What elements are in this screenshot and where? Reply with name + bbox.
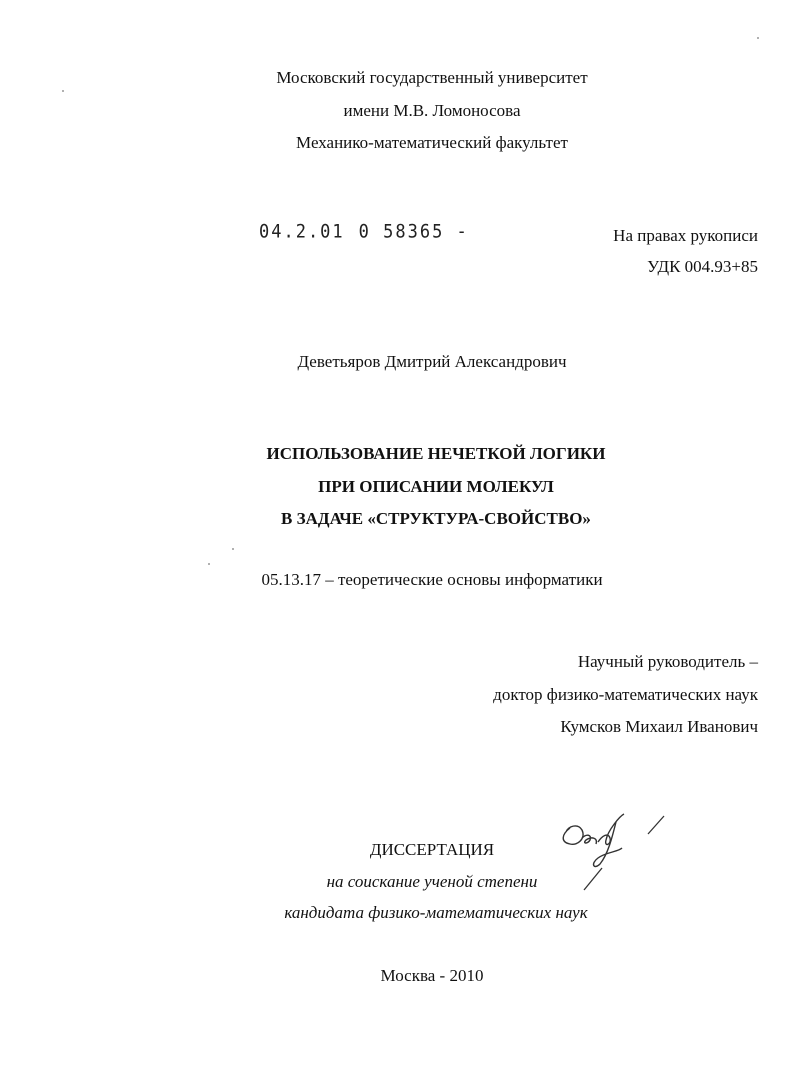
handwritten-signature bbox=[556, 808, 676, 898]
dissertation-degree: кандидата физико-математических наук bbox=[284, 903, 588, 922]
scan-speck bbox=[62, 90, 64, 92]
specialty-code: 05.13.17 – теоретические основы информатики bbox=[261, 570, 603, 589]
scan-speck bbox=[757, 37, 759, 39]
place-and-year: Москва - 2010 bbox=[380, 966, 484, 985]
supervisor-degree: доктор физико-математических наук bbox=[493, 685, 758, 704]
university-name: Московский государственный университет bbox=[276, 68, 588, 87]
university-named-after: имени М.В. Ломоносова bbox=[343, 101, 521, 120]
supervisor-role: Научный руководитель – bbox=[577, 652, 758, 671]
udc-code: УДК 004.93+85 bbox=[647, 257, 758, 276]
registration-number-stamp bbox=[259, 221, 469, 243]
dissertation-purpose: на соискание ученой степени bbox=[326, 872, 538, 891]
faculty-name: Механико-математический факультет bbox=[296, 133, 568, 152]
supervisor-name: Кумсков Михаил Иванович bbox=[560, 717, 758, 736]
scan-speck bbox=[208, 563, 210, 565]
manuscript-rights: На правах рукописи bbox=[613, 226, 758, 245]
thesis-title-line-2: ПРИ ОПИСАНИИ МОЛЕКУЛ bbox=[318, 477, 554, 496]
scan-speck bbox=[232, 548, 234, 550]
thesis-title-line-3: В ЗАДАЧЕ «СТРУКТУРА-СВОЙСТВО» bbox=[281, 509, 591, 528]
author-name: Деветьяров Дмитрий Александрович bbox=[297, 352, 567, 371]
thesis-title-line-1: ИСПОЛЬЗОВАНИЕ НЕЧЕТКОЙ ЛОГИКИ bbox=[266, 444, 606, 463]
registration-number-part2: 0 58365 - bbox=[358, 221, 469, 243]
registration-number-part1: 04.2.01 bbox=[259, 221, 345, 243]
dissertation-heading: ДИССЕРТАЦИЯ bbox=[369, 840, 495, 859]
